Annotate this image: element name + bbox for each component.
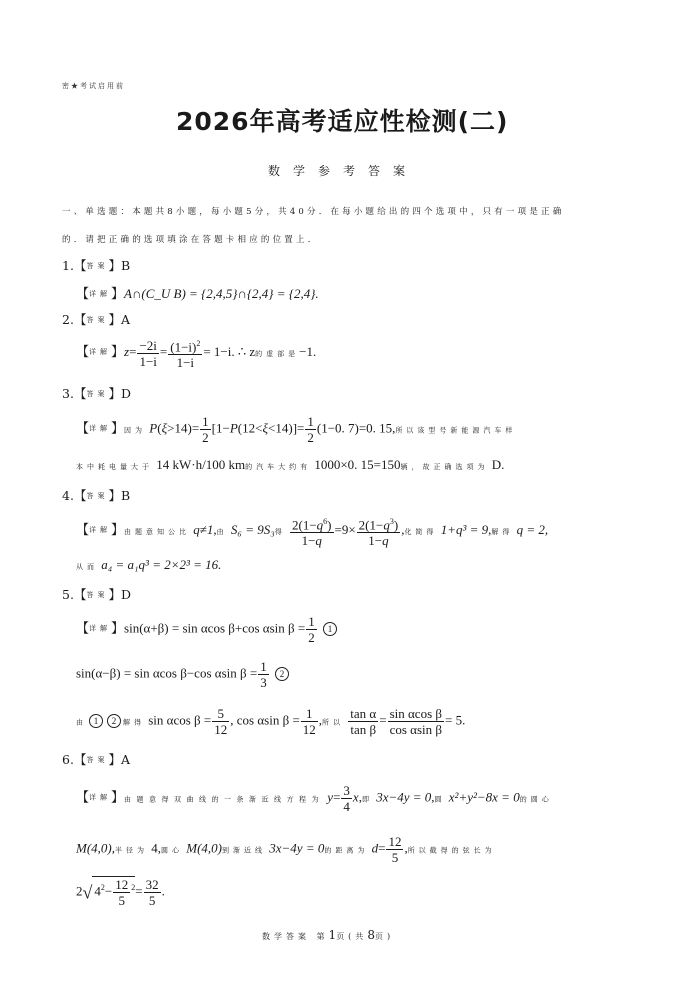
q4-get: 得 — [274, 528, 286, 537]
q5-solve: 解得 — [123, 718, 145, 727]
q4-simp-eq: 1+q³ = 9 — [440, 522, 489, 538]
page-title: 2026年高考适应性检测(二) — [176, 107, 509, 136]
answer-label: 答案 — [86, 492, 109, 500]
q6-circle-lead: 圆 — [434, 795, 446, 804]
answer-label: 答案 — [86, 591, 109, 599]
section-intro-line2: 的．请把正确的选项填涂在答题卡相应的位置上． — [62, 235, 320, 245]
q3-line2-note: 本中耗电量大于 — [76, 463, 153, 471]
q3-detail-row: 【详解】因为 P(ξ>14)= $\frac{1}{2}$ [1−P(12<ξ<14)]= $\frac{1}{2}$ (1−0. 7)=0. 15,所以该型号新能源汽车样 — [76, 414, 517, 445]
q6-radius: 4, — [151, 840, 161, 856]
q4-line2-eq: a₄ = a₁q³ = 2×2³ = 16. — [101, 557, 222, 572]
section-intro-line1: 一、单选题：本题共8小题，每小题5分，共40分．在每小题给出的四个选项中，只有一项是正确 — [62, 207, 565, 217]
q3-answer-row: 3.【答案】D — [62, 386, 131, 401]
q4-cond: q≠1 — [193, 522, 214, 538]
q6-detail-line2: M(4,0),半径为 4,圆心 M(4,0)到渐近线 3x−4y = 0的距离为 d= $\frac{12}{5}$ ,所以截得的弦长为 — [76, 834, 496, 865]
footer-page-mid: 页(共 — [336, 932, 368, 941]
answer-label: 答案 — [86, 390, 109, 398]
page-subtitle: 数学参考答案 — [268, 164, 419, 178]
q4-by: 由 — [216, 528, 228, 537]
q4-detail-row: 【详解】由题意知公比 q≠1,由 S₆ = 9S₃得 $\frac{2(1-q^6)}{1-q}$ =9× $\frac{2(1-q^3)}{1-q}$ ,化简得 1+q³ = 9,解得 q = 2, — [76, 514, 548, 548]
q6-dist-word: 的距离为 — [324, 846, 369, 855]
q4-solve: 解得 — [491, 528, 514, 537]
footer-page-prefix: 第 — [316, 932, 329, 941]
q2-answer-row: 2.【答案】A — [62, 312, 130, 327]
q2-note: 的虚部是 — [255, 350, 300, 359]
q5-eq1: sin(α+β) = sin αcos β+cos αsin β = — [124, 620, 306, 636]
detail-label: 详解 — [89, 624, 112, 633]
q2-value: −1. — [299, 344, 317, 360]
q6-circle-eq: x²+y²−8x = 0 — [448, 789, 520, 805]
q2-detail-row: 【详解】z= $\frac{-2i}{1-i}$ = $\frac{(1-i)^2}{1-i}$ = 1−i. ∴ z的虚部是−1. — [76, 337, 317, 371]
footer-total-pages: 8 — [367, 928, 375, 942]
q5-eq1-row: 【详解】sin(α+β) = sin αcos β+cos αsin β = $\frac{1}{2}$ 1 — [76, 614, 339, 645]
q6-lead: 由题意得双曲线的一条渐近线方程为 — [124, 795, 325, 804]
confidential-tag: 密★考试启用前 — [62, 82, 125, 90]
q1-detail-row: 【详解】A∩(C_U B) = {2,4,5}∩{2,4} = {2,4}. — [76, 286, 319, 301]
q3-lead: 因为 — [124, 426, 147, 435]
q6-circle-word: 圆心 — [161, 846, 183, 855]
answer-label: 答案 — [86, 262, 109, 270]
q3-number: 3. — [62, 386, 74, 401]
q3-detail-line2 — [76, 457, 504, 473]
q4-number: 4. — [62, 488, 74, 503]
q1-number: 1. — [62, 258, 74, 273]
q5-answer-row: 5.【答案】D — [62, 587, 131, 602]
detail-label: 详解 — [89, 290, 112, 298]
detail-label: 详解 — [89, 793, 112, 802]
q3-line2-tail: 辆，故正确选项为 — [400, 463, 489, 471]
q4-line2-lead: 从而 — [76, 563, 98, 571]
q5-result: = 5. — [445, 712, 466, 728]
q5-eq2-row: sin(α−β) = sin αcos β−cos αsin β = $\frac{1}{3}$ 2 — [76, 659, 291, 690]
detail-label: 详解 — [89, 348, 112, 357]
q6-center-note: 的圆心 — [519, 795, 553, 804]
detail-label: 详解 — [89, 424, 112, 433]
q6-center-again: M(4,0) — [186, 840, 222, 856]
q1-detail: A∩(C_U B) = {2,4,5}∩{2,4} = {2,4}. — [124, 286, 319, 301]
q4-detail-line2 — [76, 557, 221, 573]
q2-tail: = 1−i. ∴ z — [203, 344, 256, 360]
q2-number: 2. — [62, 312, 74, 327]
q5-so: 所以 — [322, 718, 345, 727]
q4-eq: S₆ = 9S₃ — [230, 522, 275, 538]
q6-so-chord: 所以截得的弦长为 — [407, 846, 496, 855]
q3-answer: D — [120, 386, 131, 401]
q5-eq2: sin(α−β) = sin αcos β−cos αsin β = — [76, 665, 258, 681]
q4-lead: 由题意知公比 — [124, 528, 191, 537]
detail-label: 详解 — [89, 526, 112, 535]
q2-answer: A — [120, 312, 130, 327]
q5-by: 由 — [76, 718, 87, 727]
q5-eq3b: cos αsin β = — [236, 712, 300, 728]
footer-subject: 数学答案 — [262, 932, 310, 941]
circled-two-ref: 2 — [107, 714, 121, 728]
q5-eq3-row: 由 1 2 解得 sin αcos β = $\frac{5}{12}$ , cos αsin β = $\frac{1}{12}$ ,所以 $\frac{\text{tan α}}{\text{tan β}}$ = $\frac{\text{sin αcos β}}{\text{cos αsin β}}$ = 5. — [76, 706, 466, 737]
footer-page-number: 1 — [328, 928, 337, 942]
q6-detail-row: 【详解】由题意得双曲线的一条渐近线方程为 y= $\frac{3}{4}$ x,即 3x−4y = 0,圆 x²+y²−8x = 0的圆心 — [76, 783, 553, 814]
q6-dist-line: 3x−4y = 0 — [269, 840, 325, 856]
q5-number: 5. — [62, 587, 74, 602]
q4-answer: B — [120, 488, 131, 503]
q4-answer-row: 4.【答案】B — [62, 488, 131, 503]
q6-asym-tail: 即 — [361, 795, 373, 804]
q6-chord-result: . — [161, 883, 165, 899]
q5-eq3a: sin αcos β = — [148, 712, 212, 728]
q6-dist-note: 到渐近线 — [222, 846, 266, 855]
q6-line-eq: 3x−4y = 0, — [376, 789, 435, 805]
q3-tail-note: 所以该型号新能源汽车样 — [395, 426, 517, 435]
q3-unit: 14 kW·h/100 km — [156, 457, 246, 472]
q6-radius-note: 半径为 — [115, 846, 148, 855]
circled-one-ref: 1 — [89, 714, 103, 728]
q4-q-value: q = 2, — [516, 522, 549, 538]
q3-calc: 1000×0. 15=150 — [314, 457, 401, 472]
page-footer — [262, 928, 394, 942]
q6-center: M(4,0), — [76, 840, 115, 856]
q1-answer-row: 1.【答案】B — [62, 258, 131, 273]
answer-label: 答案 — [86, 756, 109, 764]
q3-final-answer: D. — [491, 457, 505, 472]
q3-line2-mid: 的汽车大约有 — [245, 463, 312, 471]
q6-chord-row: 2√ $4^2-$ $\frac{12}{5}$ $^2$= $\frac{32}{5}$ . — [76, 877, 165, 908]
circled-one-marker: 1 — [323, 622, 337, 636]
q6-answer: A — [120, 752, 130, 767]
answer-label: 答案 — [86, 316, 109, 324]
q4-simp: 化简得 — [404, 528, 438, 537]
q5-answer: D — [120, 587, 131, 602]
q6-answer-row: 6.【答案】A — [62, 752, 130, 767]
circled-two-marker: 2 — [275, 667, 289, 681]
q6-number: 6. — [62, 752, 74, 767]
footer-page-suffix: 页) — [374, 932, 395, 941]
q1-answer: B — [120, 258, 131, 273]
